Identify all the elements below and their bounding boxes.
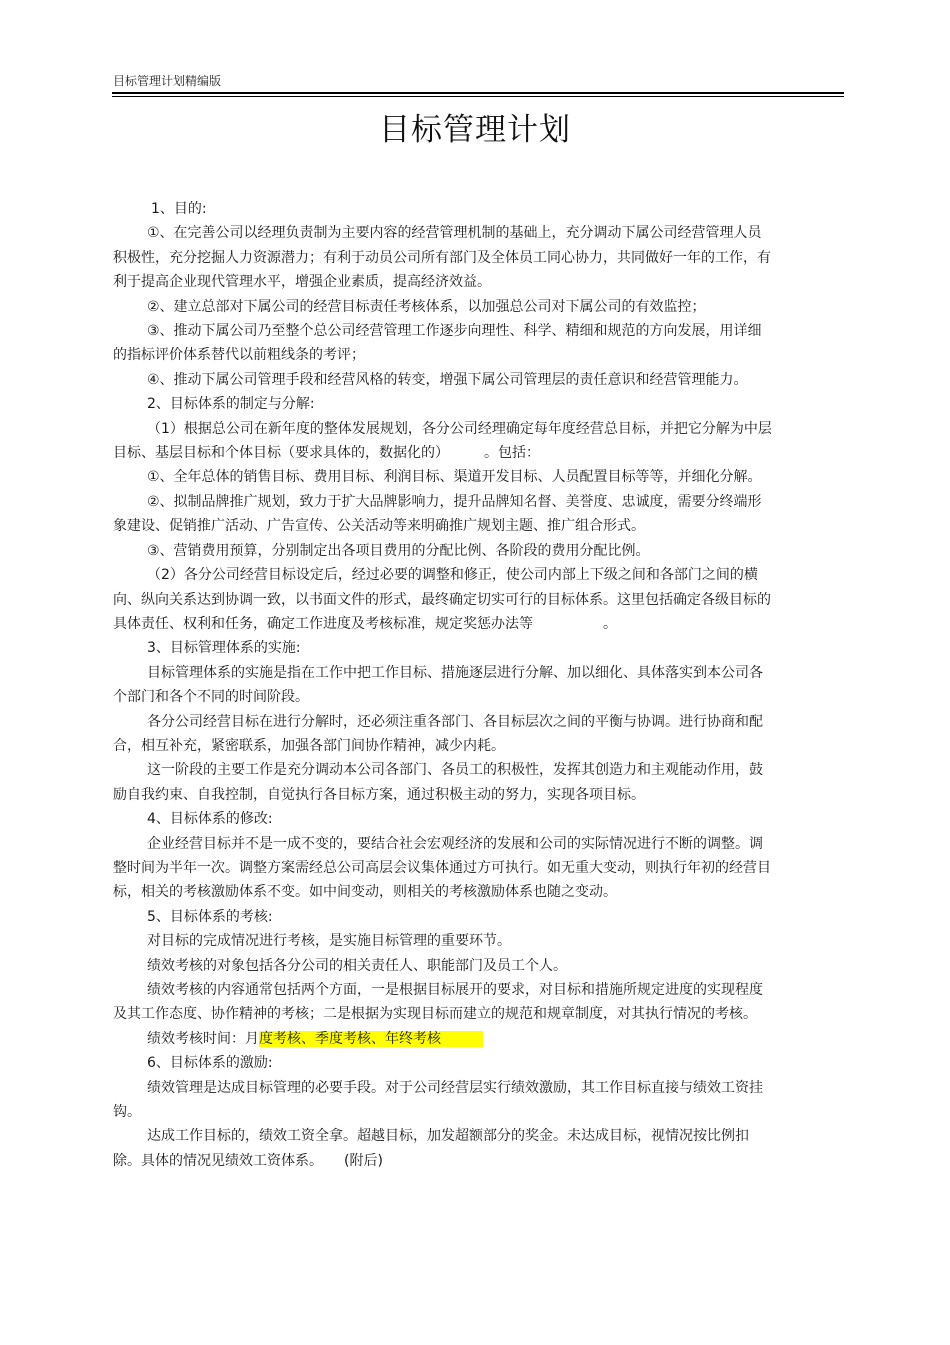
section-6-heading: 6、目标体系的激励: <box>147 1055 273 1072</box>
highlighted-text: 度考核、季度考核、年终考核 <box>259 1031 483 1047</box>
section-3-heading: 3、目标管理体系的实施: <box>147 640 301 657</box>
paragraph: ④、推动下属公司管理手段和经营风格的转变，增强下属公司管理层的责任意识和经营管理能力。 <box>147 371 748 388</box>
paragraph: 这一阶段的主要工作是充分调动本公司各部门、各员工的积极性，发挥其创造力和主观能动作用，鼓励自我约束、自我控制，自觉执行各目标方案，通过积极主动的努力，实现各项目标。 <box>113 762 763 803</box>
paragraph: （2）各分公司经营目标设定后，经过必要的调整和修正，使公司内部上下级之间和各部门之间的横向、纵向关系达到协调一致，以书面文件的形式，最终确定切实可行的目标体系。这里包括确定各级目标的具体责任、权利和任务，确定工作进度及考核标准，规定奖惩办法等 。 <box>113 567 771 632</box>
section-5-heading: 5、目标体系的考核: <box>147 908 273 925</box>
document-body <box>113 197 773 1173</box>
paragraph: ①、全年总体的销售目标、费用目标、利润目标、渠道开发目标、人员配置目标等等，并细化分解。 <box>147 469 762 486</box>
review-time-label: 绩效考核时间：月 <box>147 1030 259 1047</box>
section-1-heading: 1、目的: <box>151 201 207 217</box>
paragraph <box>113 1027 773 1051</box>
paragraph: ③、营销费用预算，分别制定出各项目费用的分配比例、各阶段的费用分配比例。 <box>147 542 650 559</box>
header-rule-thin <box>112 96 844 97</box>
paragraph: 绩效管理是达成目标管理的必要手段。对于公司经营层实行绩效激励，其工作目标直接与绩效工资挂钩。 <box>113 1079 763 1121</box>
paragraph: 绩效考核的内容通常包括两个方面，一是根据目标展开的要求，对目标和措施所规定进度的实现程度及其工作态度、协作精神的考核；二是根据为实现目标而建立的规范和规章制度，对其执行情况的考核。 <box>113 982 763 1023</box>
paragraph: ②、拟制品牌推广规划，致力于扩大品牌影响力，提升品牌知名督、美誉度、忠诚度，需要分终端形象建设、促销推广活动、广告宣传、公关活动等来明确推广规划主题、推广组合形式。 <box>113 493 762 535</box>
paragraph: 绩效考核的对象包括各分公司的相关责任人、职能部门及员工个人。 <box>147 957 567 974</box>
paragraph: 目标管理体系的实施是指在工作中把工作目标、措施逐层进行分解、加以细化、具体落实到本公司各个部门和各个不同的时间阶段。 <box>113 664 763 706</box>
paragraph: （1）根据总公司在新年度的整体发展规划，各分公司经理确定每年度经营总目标，并把它分解为中层目标、基层目标和个体目标（要求具体的，数据化的） 。包括： <box>113 420 772 462</box>
paragraph: ③、推动下属公司乃至整个总公司经营管理工作逐步向理性、科学、精细和规范的方向发展，用详细的指标评价体系替代以前粗线条的考评； <box>113 323 762 364</box>
paragraph: ②、建立总部对下属公司的经营目标责任考核体系，以加强总公司对下属公司的有效监控； <box>147 298 706 315</box>
header-rule-thick <box>112 92 844 94</box>
paragraph: 对目标的完成情况进行考核，是实施目标管理的重要环节。 <box>147 933 511 950</box>
paragraph: 企业经营目标并不是一成不变的，要结合社会宏观经济的发展和公司的实际情况进行不断的调整。调整时间为半年一次。调整方案需经总公司高层会议集体通过方可执行。如无重大变动，则执行年初的经营目标，相关的考核激励体系不变。如中间变动，则相关的考核激励体系也随之变动。 <box>113 835 771 901</box>
paragraph: 各分公司经营目标在进行分解时，还必须注重各部门、各目标层次之间的平衡与协调。进行协商和配合，相互补充，紧密联系，加强各部门间协作精神，减少内耗。 <box>113 713 763 754</box>
document-title: 目标管理计划 <box>379 112 571 148</box>
section-2-heading: 2、目标体系的制定与分解: <box>147 396 315 413</box>
paragraph: ①、在完善公司以经理负责制为主要内容的经营管理机制的基础上，充分调动下属公司经营管理人员积极性，充分挖掘人力资源潜力；有利于动员公司所有部门及全体员工同心协力，共同做好一年的工作，有利于提高企业现代管理水平，增强企业素质，提高经济效益。 <box>113 225 771 291</box>
running-header: 目标管理计划精编版 <box>113 74 222 88</box>
section-4-heading: 4、目标体系的修改: <box>147 811 273 828</box>
paragraph: 达成工作目标的，绩效工资全拿。超越目标，加发超额部分的奖金。未达成目标，视情况按比例扣除。具体的情况见绩效工资体系。 (附后) <box>113 1128 749 1169</box>
